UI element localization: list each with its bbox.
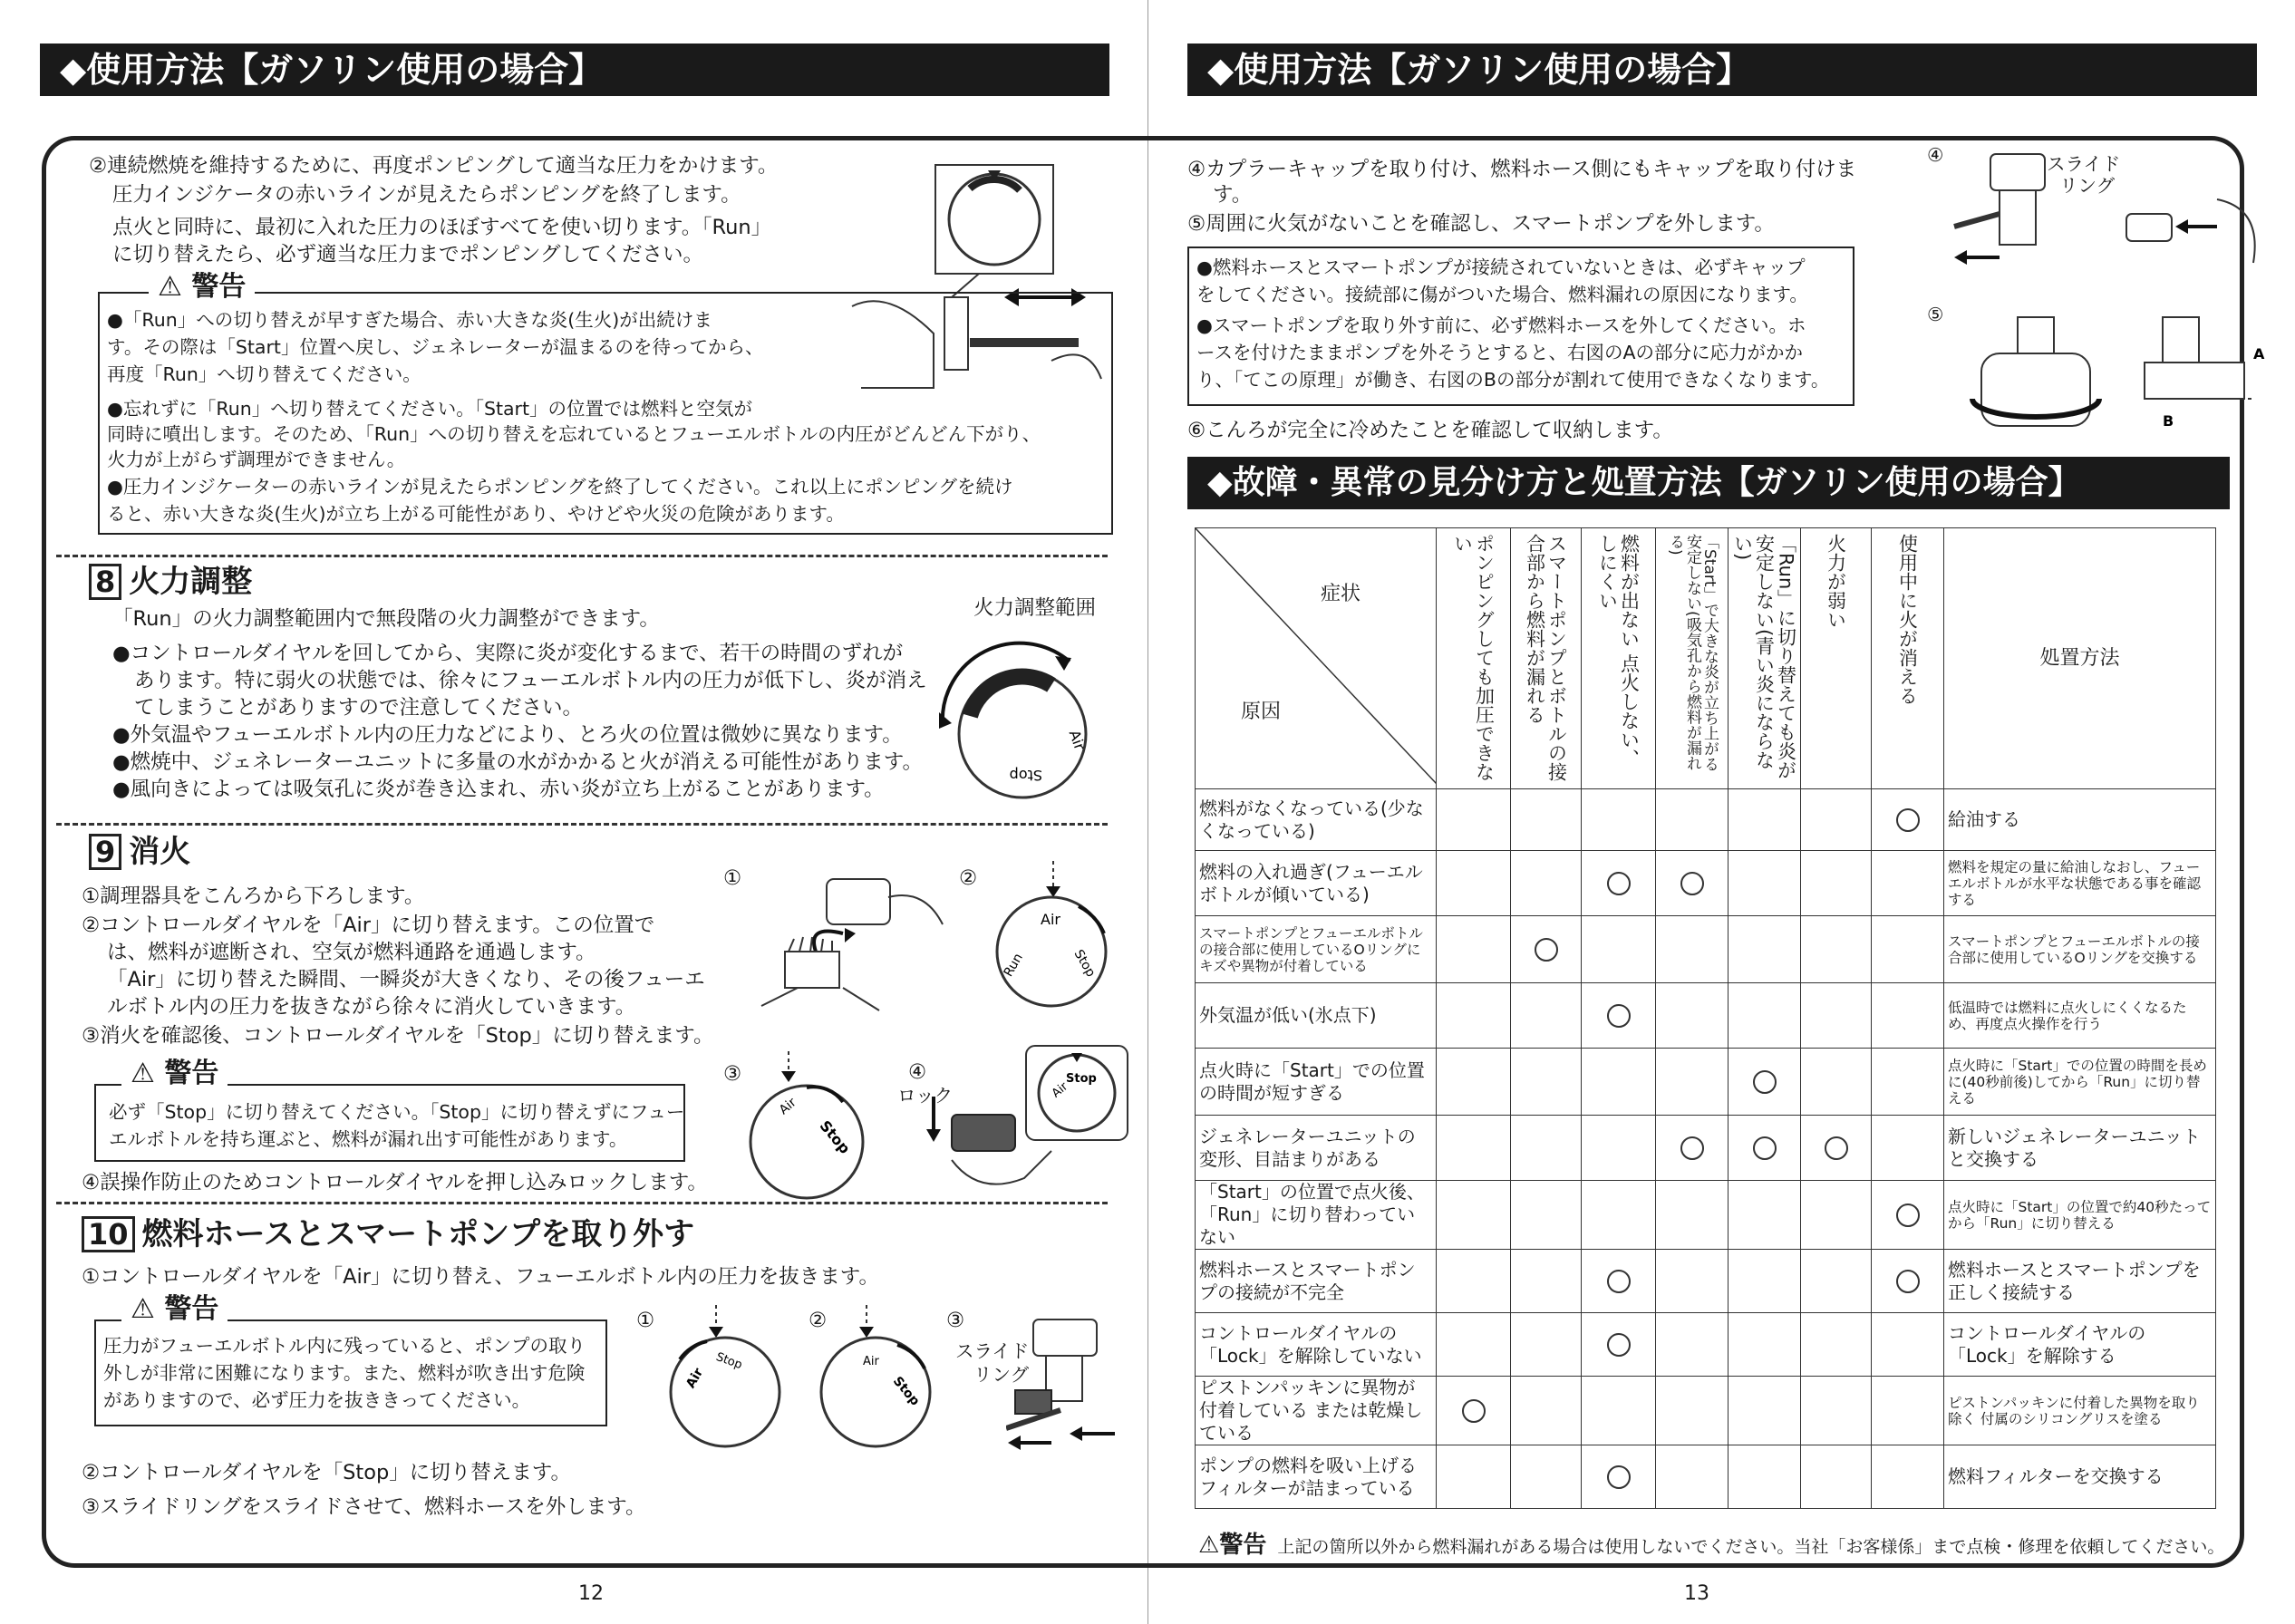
symptom-header-7: 使用中に火が消える xyxy=(1872,528,1944,789)
table-row xyxy=(1196,789,2216,851)
circle-mark-icon xyxy=(1753,1070,1777,1094)
mark-cell xyxy=(1729,1181,1801,1250)
circle-mark-icon xyxy=(1753,1136,1777,1160)
mark-cell xyxy=(1656,1250,1729,1313)
mark-cell xyxy=(1582,983,1656,1049)
warning-title-3: ⚠ 警告 xyxy=(121,1294,228,1325)
corner-symptom: 症状 xyxy=(1321,583,1361,605)
mark-cell xyxy=(1656,1049,1729,1116)
cause-cell: ジェネレーターユニットの変形、目詰まりがある xyxy=(1196,1116,1437,1181)
page-number: 12 xyxy=(578,1582,604,1605)
table-row xyxy=(1196,1313,2216,1377)
mark-cell xyxy=(1437,1250,1511,1313)
sec9-line3: は、燃料が遮断され、空気が燃料通路を通過します。 xyxy=(107,941,596,964)
warning1-line8: ると、赤い大きな炎(生火)が立ち上がる可能性があり、やけどや火災の危険があります。 xyxy=(107,503,845,525)
fig-num-2b: ② xyxy=(809,1309,828,1332)
table-row xyxy=(1196,1116,2216,1181)
mark-cell xyxy=(1729,1377,1801,1445)
mark-cell xyxy=(1582,1377,1656,1445)
warning1-line4: ●忘れずに「Run」へ切り替えてください。「Start」の位置では燃料と空気が xyxy=(107,398,753,420)
label-a: A xyxy=(2253,345,2265,362)
mark-cell xyxy=(1656,1313,1729,1377)
sec9-line2: ②コントロールダイヤルを「Air」に切り替えます。この位置で xyxy=(82,914,655,937)
mark-cell xyxy=(1511,789,1582,851)
warning-icon: ⚠ xyxy=(131,1058,155,1089)
corner-diagonal xyxy=(1196,528,1437,784)
mark-cell xyxy=(1872,1377,1944,1445)
symptom-header-1: ポンピングしても加圧できない xyxy=(1437,528,1511,789)
remedy-cell: コントロールダイヤルの「Lock」を解除する xyxy=(1944,1313,2216,1377)
mark-cell xyxy=(1872,1313,1944,1377)
mark-cell xyxy=(1656,1377,1729,1445)
trouble-header: ◆故障・異常の見分け方と処置方法【ガソリン使用の場合】 xyxy=(1187,457,2230,509)
remedy-cell: ピストンパッキンに付着した異物を取り除く 付属のシリコングリスを塗る xyxy=(1944,1377,2216,1445)
mark-cell xyxy=(1729,851,1801,916)
mark-cell xyxy=(1872,916,1944,983)
mark-cell xyxy=(1582,1445,1656,1509)
sec9-line5: ルボトル内の圧力を抜きながら徐々に消火していきます。 xyxy=(107,995,636,1019)
mark-cell xyxy=(1511,851,1582,916)
warning1-line5: 同時に噴出します。そのため、「Run」への切り替えを忘れているとフューエルボトルの内圧がどんどん下がり、 xyxy=(107,423,1041,445)
circle-mark-icon xyxy=(1535,938,1558,962)
circle-mark-icon xyxy=(1896,1270,1920,1293)
section-divider xyxy=(56,555,1108,557)
cause-cell: スマートポンプとフューエルボトルの接合部に使用しているOリングにキズや異物が付着している xyxy=(1196,916,1437,983)
step2-line4: に切り替えたら、必ず適当な圧力までポンピングしてください。 xyxy=(112,243,704,266)
note-line2: をしてください。接続部に傷がついた場合、燃料漏れの原因になります。 xyxy=(1196,284,1808,305)
dial-stop-label: Stop xyxy=(713,1350,744,1373)
warning1-line3: 再度「Run」へ切り替えてください。 xyxy=(107,363,421,385)
symptom-header-5: 「Run」に切り替えても炎が安定しない(青い炎にならない) xyxy=(1729,528,1801,789)
warning2-line2: エルボトルを持ち運ぶと、燃料が漏れ出す可能性があります。 xyxy=(109,1128,628,1150)
mark-cell xyxy=(1511,1049,1582,1116)
section10-title: 10 燃料ホースとスマートポンプを取り外す xyxy=(82,1216,694,1252)
mark-cell xyxy=(1437,1313,1511,1377)
cause-cell: 燃料がなくなっている(少なくなっている) xyxy=(1196,789,1437,851)
circle-mark-icon xyxy=(1607,1333,1631,1357)
mark-cell xyxy=(1801,1181,1872,1250)
mark-cell xyxy=(1437,789,1511,851)
cause-cell: 燃料ホースとスマートポンプの接続が不完全 xyxy=(1196,1250,1437,1313)
mark-cell xyxy=(1437,851,1511,916)
mark-cell xyxy=(1729,789,1801,851)
mark-cell xyxy=(1437,916,1511,983)
cause-cell: コントロールダイヤルの「Lock」を解除していない xyxy=(1196,1313,1437,1377)
lock-label: ロック xyxy=(897,1085,954,1107)
circle-mark-icon xyxy=(1607,1004,1631,1028)
mark-cell xyxy=(1872,1250,1944,1313)
remedy-cell: 点火時に「Start」での位置の時間を長めに(40秒前後)してから「Run」に切り替える xyxy=(1944,1049,2216,1116)
dial-air-label: Air xyxy=(1041,911,1060,928)
corner-cause: 原因 xyxy=(1241,701,1282,723)
symptom-header-6: 火力が弱い xyxy=(1801,528,1872,789)
dial-air-illustration-2 xyxy=(653,1305,798,1450)
mark-cell xyxy=(1801,916,1872,983)
dial-run-label: Run xyxy=(1001,951,1026,980)
mark-cell xyxy=(1801,789,1872,851)
mark-cell xyxy=(1656,789,1729,851)
remedy-cell: 給油する xyxy=(1944,789,2216,851)
right-page xyxy=(1148,0,2295,1624)
sec8-line4: てしまうことがありますので注意してください。 xyxy=(134,696,584,720)
pump-removal-illustration xyxy=(1936,299,2271,444)
warning-title-2: ⚠ 警告 xyxy=(121,1058,228,1089)
dial-lock-illustration xyxy=(915,1042,1133,1205)
mark-cell xyxy=(1437,1116,1511,1181)
dial-air-label: Air xyxy=(863,1355,879,1368)
mark-cell xyxy=(1437,1181,1511,1250)
mark-cell xyxy=(1437,1445,1511,1509)
step4-line2: す。 xyxy=(1213,183,1253,207)
mark-cell xyxy=(1872,789,1944,851)
mark-cell xyxy=(1801,1116,1872,1181)
mark-cell xyxy=(1729,1049,1801,1116)
warning1-line2: す。その際は「Start」位置へ戻し、ジェネレーターが温まるのを待ってから、 xyxy=(107,336,764,358)
mark-cell xyxy=(1582,1313,1656,1377)
mark-cell xyxy=(1582,1116,1656,1181)
warning3-line2: 外しが非常に困難になります。また、燃料が吹き出す危険 xyxy=(103,1362,586,1384)
mark-cell xyxy=(1801,851,1872,916)
sec9-line6: ③消火を確認後、コントロールダイヤルを「Stop」に切り替えます。 xyxy=(82,1024,714,1048)
dial-range-illustration xyxy=(915,625,1115,807)
fig-num-3b: ③ xyxy=(946,1309,965,1332)
mark-cell xyxy=(1511,1181,1582,1250)
mark-cell xyxy=(1582,916,1656,983)
mark-cell xyxy=(1582,1250,1656,1313)
note-line4: ースを付けたままポンプを外そうとすると、右図のAの部分に応力がかか xyxy=(1196,342,1803,363)
circle-mark-icon xyxy=(1607,1465,1631,1489)
dial-stop-label: Stop xyxy=(1009,767,1042,784)
mark-cell xyxy=(1437,1377,1511,1445)
cause-cell: 点火時に「Start」での位置の時間が短すぎる xyxy=(1196,1049,1437,1116)
step5: ⑤周囲に火気がないことを確認し、スマートポンプを外します。 xyxy=(1187,212,1775,236)
step2-line3: 点火と同時に、最初に入れた圧力のほぼすべてを使い切ります。「Run」 xyxy=(112,216,772,239)
mark-cell xyxy=(1511,983,1582,1049)
corner-cell xyxy=(1196,528,1437,789)
symptom-header-2: スマートポンプとボトルの接合部から燃料が漏れる xyxy=(1511,528,1582,789)
mark-cell xyxy=(1582,851,1656,916)
mark-cell xyxy=(1511,1116,1582,1181)
slide-ring-label-1: スライド xyxy=(955,1340,1030,1362)
step6: ⑥こんろが完全に冷めたことを確認して収納します。 xyxy=(1187,419,1673,442)
mark-cell xyxy=(1872,983,1944,1049)
table-row xyxy=(1196,1181,2216,1250)
circle-mark-icon xyxy=(1896,1204,1920,1227)
mark-cell xyxy=(1729,1116,1801,1181)
mark-cell xyxy=(1656,916,1729,983)
range-label: 火力調整範囲 xyxy=(973,596,1097,620)
footer-warning: ⚠警告 上記の箇所以外から燃料漏れがある場合は使用しないでください。当社「お客様係」まで点検・修理を依頼してください。 xyxy=(1198,1532,2225,1559)
coupler-cap-illustration xyxy=(1945,145,2271,281)
circle-mark-icon xyxy=(1896,808,1920,832)
mark-cell xyxy=(1872,1445,1944,1509)
circle-mark-icon xyxy=(1680,1136,1704,1160)
mark-cell xyxy=(1729,1445,1801,1509)
warning-title-1: ⚠ 警告 xyxy=(149,272,255,303)
table-header-row xyxy=(1196,528,2216,789)
sec9-step4: ④誤操作防止のためコントロールダイヤルを押し込みロックします。 xyxy=(82,1171,708,1194)
step4-line1: ④カプラーキャップを取り付け、燃料ホース側にもキャップを取り付けま xyxy=(1187,158,1857,181)
mark-cell xyxy=(1582,1049,1656,1116)
fig-num-5: ⑤ xyxy=(1927,304,1944,325)
mark-cell xyxy=(1511,1313,1582,1377)
table-row xyxy=(1196,1377,2216,1445)
sec8-line2: ●コントロールダイヤルを回してから、実際に炎が変化するまで、若干の時間のずれが xyxy=(112,642,904,665)
mark-cell xyxy=(1656,1445,1729,1509)
symptom-header-4: 「Start」で大きな炎が立ち上がる 安定しない(吸気孔から燃料が漏れる) xyxy=(1656,528,1729,789)
cause-cell: 「Start」の位置で点火後、「Run」に切り替わっていない xyxy=(1196,1181,1437,1250)
remedy-cell: スマートポンプとフューエルボトルの接合部に使用しているOリングを交換する xyxy=(1944,916,2216,983)
circle-mark-icon xyxy=(1462,1399,1486,1423)
warning3-line1: 圧力がフューエルボトル内に残っていると、ポンプの取り xyxy=(103,1335,586,1357)
section-divider xyxy=(56,1202,1108,1204)
sec9-line1: ①調理器具をこんろから下ろします。 xyxy=(82,884,425,908)
dial-run-label: Run xyxy=(982,696,1019,729)
section9-title: 9 消火 xyxy=(89,834,190,870)
cause-cell: ポンプの燃料を吸い上げるフィルターが詰まっている xyxy=(1196,1445,1437,1509)
dial-stop-label: Stop xyxy=(1066,1072,1097,1086)
warning2-line1: 必ず「Stop」に切り替えてください。「Stop」に切り替えずにフュー xyxy=(109,1101,685,1123)
dial-stop-label: Stop xyxy=(889,1374,923,1409)
step2-line1: ②連続燃焼を維持するために、再度ポンピングして適当な圧力をかけます。 xyxy=(89,154,779,178)
mark-cell xyxy=(1511,1250,1582,1313)
mark-cell xyxy=(1872,1116,1944,1181)
mark-cell xyxy=(1801,1445,1872,1509)
mark-cell xyxy=(1511,1377,1582,1445)
fig-num-1: ① xyxy=(723,866,742,890)
sec8-line1: 「Run」の火力調整範囲内で無段階の火力調整ができます。 xyxy=(112,607,660,631)
mark-cell xyxy=(1437,1049,1511,1116)
circle-mark-icon xyxy=(1607,872,1631,895)
mark-cell xyxy=(1656,851,1729,916)
cause-cell: 燃料の入れ過ぎ(フューエルボトルが傾いている) xyxy=(1196,851,1437,916)
section8-title: 8 火力調整 xyxy=(89,564,252,600)
fig-num-4: ④ xyxy=(1927,144,1944,166)
fig-num-3: ③ xyxy=(723,1062,742,1086)
table-row xyxy=(1196,916,2216,983)
note-line1: ●燃料ホースとスマートポンプが接続されていないときは、必ずキャップ xyxy=(1196,256,1806,278)
table-row xyxy=(1196,1445,2216,1509)
sec10-step3: ③スライドリングをスライドさせて、燃料ホースを外します。 xyxy=(82,1495,646,1519)
mark-cell xyxy=(1511,916,1582,983)
sec10-step2: ②コントロールダイヤルを「Stop」に切り替えます。 xyxy=(82,1461,571,1484)
step2-line2: 圧力インジケータの赤いラインが見えたらポンピングを終了します。 xyxy=(112,183,741,207)
warning1-line6: 火力が上がらず調理ができません。 xyxy=(107,449,406,470)
warning-icon: ⚠ xyxy=(131,1293,155,1325)
remedy-cell: 新しいジェネレーターユニットと交換する xyxy=(1944,1116,2216,1181)
slide-ring-label-1: スライド xyxy=(2047,153,2121,175)
remedy-cell: 燃料ホースとスマートポンプを正しく接続する xyxy=(1944,1250,2216,1313)
mark-cell xyxy=(1801,1250,1872,1313)
slide-ring-label-2: リング xyxy=(2059,175,2116,197)
mark-cell xyxy=(1729,983,1801,1049)
mark-cell xyxy=(1801,1313,1872,1377)
table-row xyxy=(1196,983,2216,1049)
page-header: ◆使用方法【ガソリン使用の場合】 xyxy=(40,44,1109,96)
dial-stop-label: Stop xyxy=(816,1116,854,1157)
label-b: B xyxy=(2163,412,2174,430)
table-row xyxy=(1196,1049,2216,1116)
sec8-line3: あります。特に弱火の状態では、徐々にフューエルボトル内の圧力が低下し、炎が消え xyxy=(134,669,927,692)
sec8-line5: ●外気温やフューエルボトル内の圧力などにより、とろ火の位置は微妙に異なります。 xyxy=(112,723,903,747)
remedy-cell: 燃料フィルターを交換する xyxy=(1944,1445,2216,1509)
sec8-line7: ●風向きによっては吸気孔に炎が巻き込まれ、赤い炎が立ち上がることがあります。 xyxy=(112,778,885,801)
mark-cell xyxy=(1437,983,1511,1049)
remedy-header: 処置方法 xyxy=(1944,528,2216,789)
circle-mark-icon xyxy=(1680,872,1704,895)
fig-num-4: ④ xyxy=(908,1060,927,1084)
dial-air-label: Air xyxy=(1065,727,1089,753)
mark-cell xyxy=(1582,789,1656,851)
cause-cell: 外気温が低い(氷点下) xyxy=(1196,983,1437,1049)
page-header: ◆使用方法【ガソリン使用の場合】 xyxy=(1187,44,2257,96)
dial-stop-label: Stop xyxy=(1070,947,1099,980)
slide-ring-label-2: リング xyxy=(973,1364,1030,1386)
mark-cell xyxy=(1729,916,1801,983)
warning3-line3: がありますので、必ず圧力を抜ききってください。 xyxy=(103,1389,531,1411)
remedy-cell: 燃料を規定の量に給油しなおし、フューエルボトルが水平な状態である事を確認する xyxy=(1944,851,2216,916)
warning1-line1: ●「Run」への切り替えが早すぎた場合、赤い大きな炎(生火)が出続けま xyxy=(107,309,712,331)
dial-stop-illustration-2 xyxy=(807,1305,943,1450)
mark-cell xyxy=(1872,1181,1944,1250)
mark-cell xyxy=(1729,1250,1801,1313)
mark-cell xyxy=(1801,983,1872,1049)
mark-cell xyxy=(1656,1116,1729,1181)
mark-cell xyxy=(1729,1313,1801,1377)
sec8-line6: ●燃焼中、ジェネレーターユニットに多量の水がかかると火が消える可能性があります。 xyxy=(112,750,923,774)
mark-cell xyxy=(1872,851,1944,916)
table-row xyxy=(1196,851,2216,916)
dial-air-label: Air xyxy=(776,1095,799,1118)
dial-air-label: Air xyxy=(683,1366,707,1391)
symptom-header-3: 燃料が出ない 点火しない、しにくい xyxy=(1582,528,1656,789)
section-divider xyxy=(56,823,1108,826)
remedy-cell: 点火時に「Start」の位置で約40秒たってから「Run」に切り替える xyxy=(1944,1181,2216,1250)
mark-cell xyxy=(1511,1445,1582,1509)
mark-cell xyxy=(1582,1181,1656,1250)
circle-mark-icon xyxy=(1607,1270,1631,1293)
page-number: 13 xyxy=(1684,1582,1709,1605)
fig-num-2: ② xyxy=(959,866,978,890)
mark-cell xyxy=(1872,1049,1944,1116)
warning1-line7: ●圧力インジケーターの赤いラインが見えたらポンピングを終了してください。これ以上にポンピングを続け xyxy=(107,476,1013,498)
dial-air-illustration xyxy=(970,861,1124,1015)
remedy-cell: 低温時では燃料に点火しにくくなるため、再度点火操作を行う xyxy=(1944,983,2216,1049)
slide-ring-illustration xyxy=(1006,1310,1133,1464)
dial-air-label: Air xyxy=(1049,1079,1071,1101)
cause-cell: ピストンパッキンに異物が付着している または乾燥している xyxy=(1196,1377,1437,1445)
trouble-table xyxy=(1195,527,2216,1509)
fig-num-1b: ① xyxy=(636,1309,655,1332)
note-line3: ●スマートポンプを取り外す前に、必ず燃料ホースを外してください。ホ xyxy=(1196,314,1806,336)
table-row xyxy=(1196,1250,2216,1313)
mark-cell xyxy=(1656,1181,1729,1250)
warning-icon: ⚠ xyxy=(1198,1532,1220,1559)
circle-mark-icon xyxy=(1825,1136,1848,1160)
sec9-line4: 「Air」に切り替えた瞬間、一瞬炎が大きくなり、その後フューエ xyxy=(107,968,705,991)
stove-pot-illustration xyxy=(743,861,952,1015)
mark-cell xyxy=(1801,1049,1872,1116)
dial-stop-illustration xyxy=(743,1051,897,1205)
note-line5: り、「てこの原理」が働き、右図のBの部分が割れて使用できなくなります。 xyxy=(1196,369,1830,391)
mark-cell xyxy=(1656,983,1729,1049)
mark-cell xyxy=(1801,1377,1872,1445)
warning-icon: ⚠ xyxy=(158,271,182,303)
sec10-step1: ①コントロールダイヤルを「Air」に切り替え、フューエルボトル内の圧力を抜きます。 xyxy=(82,1265,879,1289)
